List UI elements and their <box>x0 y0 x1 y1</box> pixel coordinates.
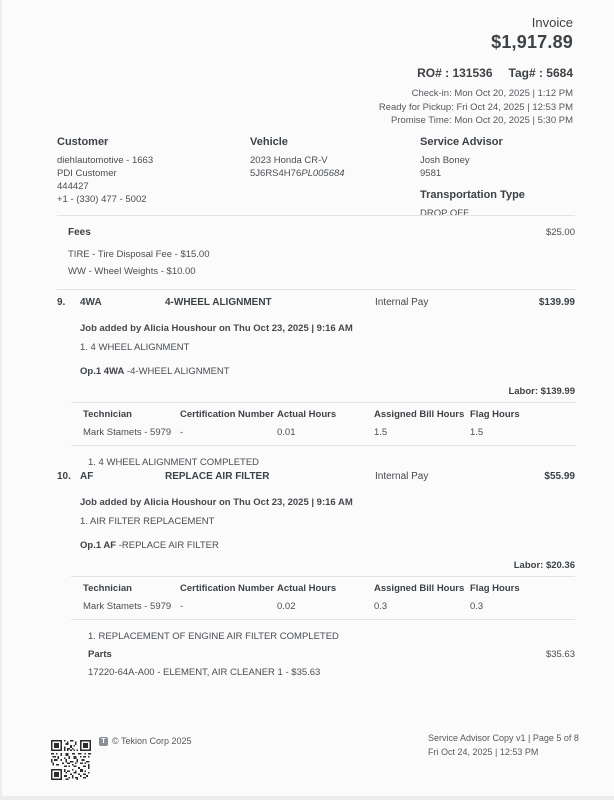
job-request: 1. AIR FILTER REPLACEMENT <box>80 516 215 527</box>
flag-hours: 0.3 <box>470 601 484 612</box>
page-edge-bottom <box>0 796 614 800</box>
technician-table <box>71 576 575 620</box>
invoice-header <box>379 15 573 128</box>
job-completion-note: 1. 4 WHEEL ALIGNMENT COMPLETED <box>88 457 260 468</box>
advisor-block <box>420 136 575 220</box>
transportation-value: DROP OFF <box>420 208 469 219</box>
fees-amount: $25.00 <box>545 227 575 238</box>
job-completion-note: 1. REPLACEMENT OF ENGINE AIR FILTER COMPLETED <box>88 631 339 642</box>
fee-line-wheel-weights: WW - Wheel Weights - $10.00 <box>68 266 196 277</box>
job-title: REPLACE AIR FILTER <box>165 471 270 482</box>
vehicle-block <box>250 136 420 220</box>
assigned-bill-hours: 0.3 <box>374 601 388 612</box>
customer-type: PDI Customer <box>57 168 117 179</box>
part-line-item: 17220-64A-A00 - ELEMENT, AIR CLEANER 1 - $35.63 <box>88 667 321 678</box>
certification-number: - <box>180 427 184 438</box>
job-opcode: AF <box>80 471 94 482</box>
job-labor-total: Labor: $20.36 <box>513 560 575 571</box>
actual-hours: 0.01 <box>277 427 296 438</box>
job-pay-type: Internal Pay <box>375 471 429 482</box>
job-amount: $55.99 <box>544 471 575 482</box>
technician-table-row <box>83 601 575 612</box>
job-pay-type: Internal Pay <box>375 297 429 308</box>
vehicle-vin: 5J6RS4H76PL005684 <box>250 168 345 179</box>
job-added-by: Job added by Alicia Houshour on Thu Oct 23, 2025 | 9:16 AM <box>80 323 353 334</box>
technician-table-row <box>83 427 575 438</box>
technician-name: Mark Stamets - 5979 <box>83 427 172 438</box>
actual-hours: 0.02 <box>277 601 296 612</box>
copyright-line <box>99 736 192 746</box>
page-edge-left <box>0 0 2 800</box>
customer-phone: +1 - (330) 477 - 5002 <box>57 194 147 205</box>
assigned-bill-hours: 1.5 <box>374 427 388 438</box>
parts-title: Parts <box>88 649 112 660</box>
qr-code <box>51 739 91 781</box>
job-item-9 <box>57 297 575 468</box>
job-added-by: Job added by Alicia Houshour on Thu Oct 23, 2025 | 9:16 AM <box>80 497 353 508</box>
fee-line-tire: TIRE - Tire Disposal Fee - $15.00 <box>68 249 210 260</box>
job-item-10 <box>57 471 575 678</box>
job-amount: $139.99 <box>538 297 575 308</box>
ready-for-pickup-line: Ready for Pickup: Fri Oct 24, 2025 | 12:53 PM <box>378 101 573 113</box>
tekion-logo-icon <box>99 737 108 746</box>
job-labor-total: Labor: $139.99 <box>508 386 575 397</box>
checkin-line: Check-in: Mon Oct 20, 2025 | 1:12 PM <box>411 88 573 99</box>
job-header-row <box>57 471 575 482</box>
footer-page-info <box>428 732 579 759</box>
technician-table-header: Technician Certification Number Actual Hours Assigned Bill Hours Flag Hours <box>83 409 520 420</box>
promise-time-line: Promise Time: Mon Oct 20, 2025 | 5:30 PM <box>391 115 573 126</box>
advisor-title: Service Advisor <box>420 136 503 148</box>
invoice-total: $1,917.89 <box>491 32 573 52</box>
job-title: 4-WHEEL ALIGNMENT <box>165 297 272 308</box>
fees-title: Fees <box>68 227 91 238</box>
copyright-text: © Tekion Corp 2025 <box>112 736 192 746</box>
certification-number: - <box>180 601 184 612</box>
advisor-name: Josh Boney <box>420 155 470 166</box>
vehicle-model: 2023 Honda CR-V <box>250 155 328 166</box>
ro-tag-line <box>379 66 573 80</box>
customer-name: diehlautomotive - 1663 <box>57 155 154 166</box>
technician-name: Mark Stamets - 5979 <box>83 601 172 612</box>
technician-table-header: Technician Certification Number Actual Hours Assigned Bill Hours Flag Hours <box>83 583 520 594</box>
print-date-line: Fri Oct 24, 2025 | 12:53 PM <box>428 746 539 757</box>
customer-id: 444427 <box>57 181 89 192</box>
transportation-title: Transportation Type <box>420 189 525 201</box>
parts-header-row <box>88 649 575 660</box>
customer-title: Customer <box>57 136 109 148</box>
header-meta <box>379 87 573 128</box>
parties-section <box>57 136 575 220</box>
advisor-id: 9581 <box>420 168 442 179</box>
job-request: 1. 4 WHEEL ALIGNMENT <box>80 342 190 353</box>
job-operation-line: Op.1 4WA -4-WHEEL ALIGNMENT <box>80 366 230 377</box>
fees-section <box>57 215 575 290</box>
parts-amount: $35.63 <box>545 649 575 660</box>
job-header-row <box>57 297 575 308</box>
ro-number: RO# : 131536 <box>417 66 493 80</box>
job-number: 10. <box>57 471 71 482</box>
copy-page-line: Service Advisor Copy v1 | Page 5 of 8 <box>428 733 579 743</box>
job-opcode: 4WA <box>80 297 102 308</box>
doc-type-label: Invoice <box>531 15 573 30</box>
job-number: 9. <box>57 297 66 308</box>
vehicle-title: Vehicle <box>250 136 288 148</box>
fees-header-row <box>57 227 575 238</box>
flag-hours: 1.5 <box>470 427 484 438</box>
customer-block <box>57 136 250 220</box>
technician-table <box>71 402 575 446</box>
tag-number: Tag# : 5684 <box>508 66 573 80</box>
job-operation-line: Op.1 AF -REPLACE AIR FILTER <box>80 540 219 551</box>
